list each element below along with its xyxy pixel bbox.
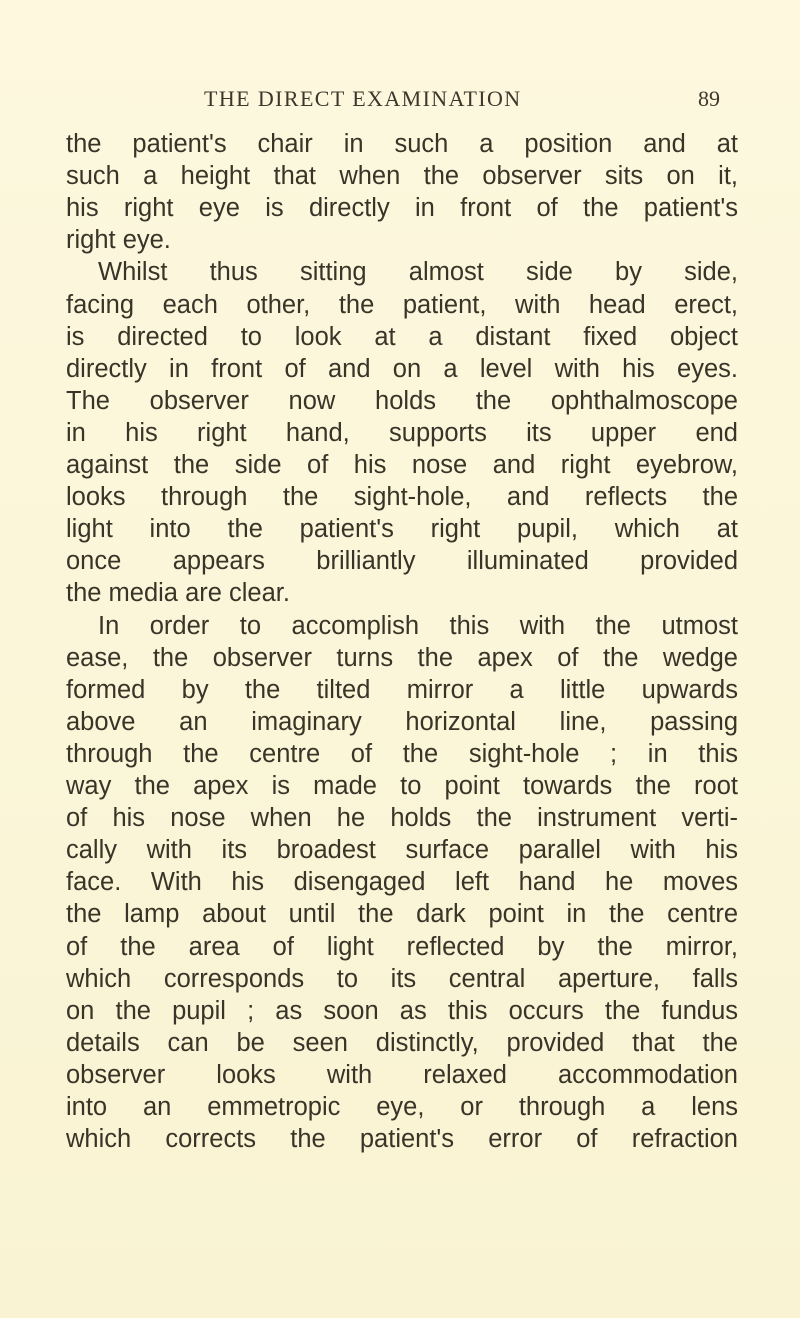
text-line: of his nose when he holds the instrument verti- [66,804,738,833]
text-line: his right eye is directly in front of the patient's [66,194,738,223]
text-line: cally with its broadest surface parallel with his [66,836,738,865]
text-line: the media are clear. [66,579,290,608]
page-number: 89 [698,86,720,111]
text-line: face. With his disengaged left hand he moves [66,868,738,897]
text-line: on the pupil ; as soon as this occurs the fundus [66,996,738,1025]
text-line: is directed to look at a distant fixed object [66,322,738,351]
running-head [0,86,800,116]
text-line: in his right hand, supports its upper end [66,418,738,447]
text-line: Whilst thus sitting almost side by side, [98,258,738,287]
text-line: which corresponds to its central aperture, falls [66,964,738,993]
text-line: right eye. [66,226,171,255]
text-line: the lamp about until the dark point in the centre [66,900,738,929]
running-head-title: THE DIRECT EXAMINATION [204,86,522,111]
text-line: facing each other, the patient, with head erect, [66,290,738,319]
text-line: through the centre of the sight-hole ; in this [66,739,738,768]
text-line: the patient's chair in such a position and at [66,130,738,158]
text-line: details can be seen distinctly, provided that the [66,1028,738,1057]
text-line: The observer now holds the ophthalmoscope [66,386,738,415]
text-line: light into the patient's right pupil, which at [66,515,738,544]
text-line: into an emmetropic eye, or through a lens [66,1093,738,1121]
text-line: formed by the tilted mirror a little upwards [66,675,738,704]
text-line: ease, the observer turns the apex of the wedge [66,643,738,672]
text-line: way the apex is made to point towards the root [66,772,738,800]
text-line: In order to accomplish this with the utmost [98,611,738,640]
text-line: looks through the sight-hole, and reflects the [66,483,738,512]
text-line: observer looks with relaxed accommodation [66,1060,738,1089]
text-line: once appears brilliantly illuminated provided [66,547,738,576]
text-line: which corrects the patient's error of refraction [66,1125,738,1154]
text-line: directly in front of and on a level with his eyes. [66,354,738,383]
text-line: above an imaginary horizontal line, passing [66,707,738,736]
text-line: of the area of light reflected by the mirror, [66,932,738,961]
text-line: such a height that when the observer sits on it, [66,162,738,191]
text-line: against the side of his nose and right eyebrow, [66,451,738,479]
